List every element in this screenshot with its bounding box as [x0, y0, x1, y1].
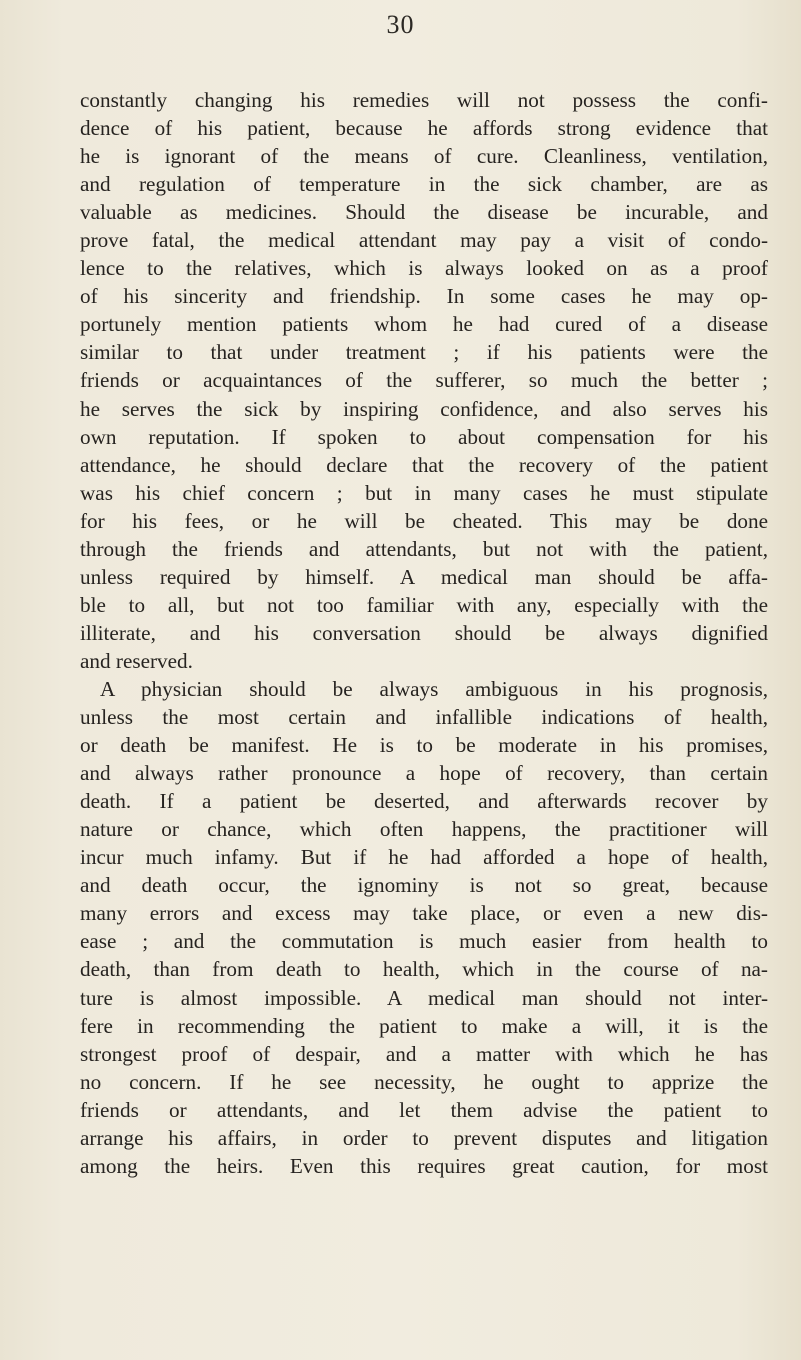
text-line: portunely mention patients whom he had cured of a disease [80, 312, 768, 337]
text-line: arrange his affairs, in order to prevent disputes and litigation [80, 1125, 768, 1150]
text-line: illiterate, and his conversation should be always dignified [80, 620, 768, 645]
text-line: dence of his patient, because he affords strong evidence that [80, 116, 768, 141]
text-line: fere in recommending the patient to make a will, it is the [80, 1013, 768, 1038]
text-line: and regulation of temperature in the sick chamber, are as [80, 172, 768, 197]
text-line: death, than from death to health, which in the course of na- [80, 957, 768, 982]
text-line: for his fees, or he will be cheated. This may be done [80, 508, 768, 533]
text-line: friends or acquaintances of the sufferer, so much the better ; [80, 368, 768, 393]
text-line: and death occur, the ignominy is not so great, because [80, 873, 768, 898]
text-line: or death be manifest. He is to be moderate in his promises, [80, 733, 768, 758]
text-line: ture is almost impossible. A medical man should not inter- [80, 985, 768, 1010]
text-line: attendance, he should declare that the recovery of the patient [80, 452, 768, 477]
text-line: incur much infamy. But if he had afforded a hope of health, [80, 845, 768, 870]
text-line: similar to that under treatment ; if his patients were the [80, 340, 768, 365]
page-number: 30 [386, 10, 415, 39]
text-line: was his chief concern ; but in many cases he must stipulate [80, 480, 768, 505]
text-line: unless required by himself. A medical man should be affa- [80, 564, 768, 589]
text-line: lence to the relatives, which is always looked on as a proof [80, 256, 768, 281]
text-line: no concern. If he see necessity, he ought to apprize the [80, 1069, 768, 1094]
paragraph-end-line: and reserved. [80, 648, 193, 673]
text-line: strongest proof of despair, and a matter with which he has [80, 1041, 768, 1066]
text-line: ble to all, but not too familiar with any, especially with the [80, 592, 768, 617]
text-line: he serves the sick by inspiring confidence, and also serves his [80, 396, 768, 421]
text-line: prove fatal, the medical attendant may pay a visit of condo- [80, 228, 768, 253]
text-line: he is ignorant of the means of cure. Cleanliness, ventilation, [80, 144, 768, 169]
text-line: friends or attendants, and let them advise the patient to [80, 1097, 768, 1122]
text-line: unless the most certain and infallible indications of health, [80, 705, 768, 730]
text-line: ease ; and the commutation is much easier from health to [80, 929, 768, 954]
text-line: of his sincerity and friendship. In some cases he may op- [80, 284, 768, 309]
text-line: through the friends and attendants, but not with the patient, [80, 536, 768, 561]
text-line: many errors and excess may take place, or even a new dis- [80, 901, 768, 926]
text-line: nature or chance, which often happens, the practitioner will [80, 817, 768, 842]
text-line: among the heirs. Even this requires great caution, for most [80, 1153, 768, 1178]
text-line: and always rather pronounce a hope of recovery, than certain [80, 761, 768, 786]
body-text [80, 86, 768, 1180]
text-line: constantly changing his remedies will not possess the confi- [80, 88, 768, 112]
paragraph-start-line: A physician should be always ambiguous in his prognosis, [100, 676, 768, 701]
text-line: death. If a patient be deserted, and afterwards recover by [80, 789, 768, 814]
text-line: valuable as medicines. Should the disease be incurable, and [80, 200, 768, 225]
text-line: own reputation. If spoken to about compensation for his [80, 424, 768, 449]
